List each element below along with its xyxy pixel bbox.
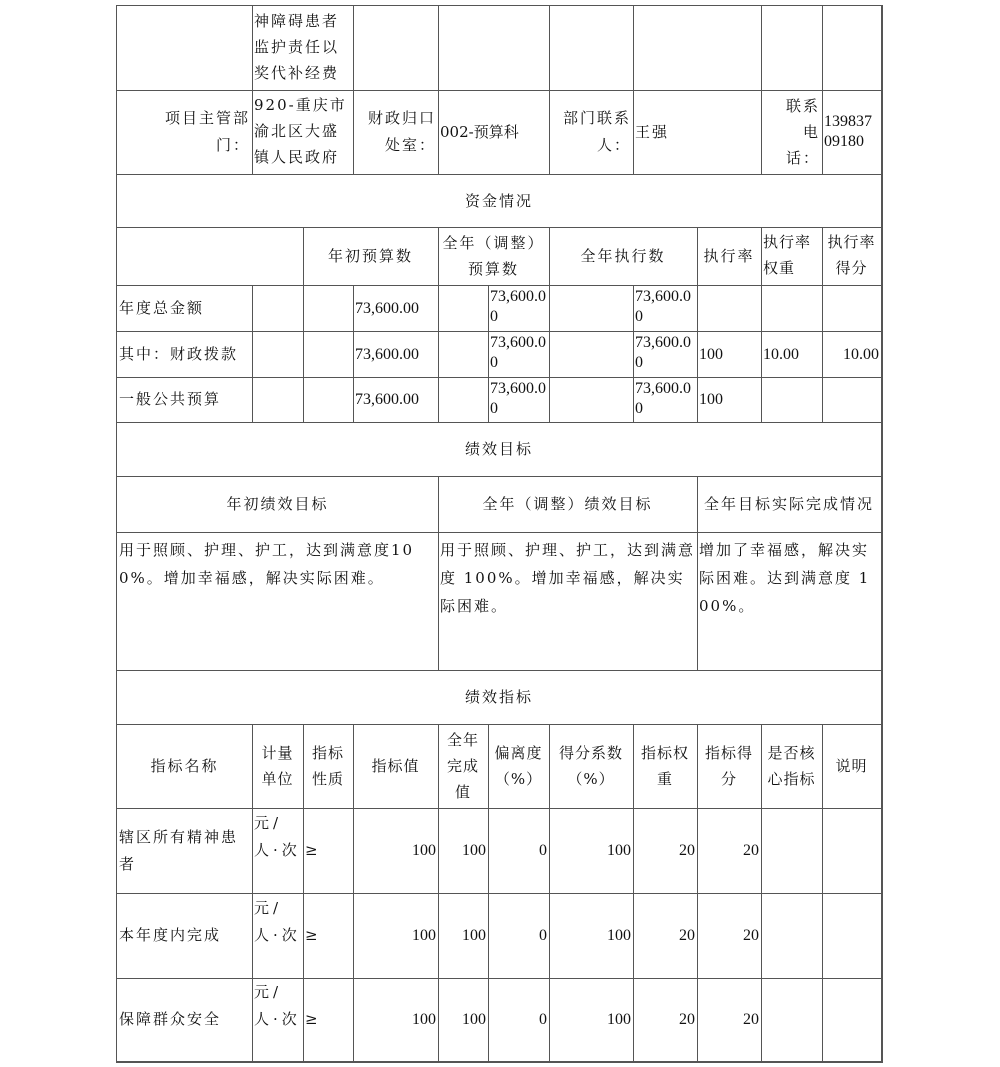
indicator-weight: 20 xyxy=(633,808,698,894)
goals-header-actual: 全年目标实际完成情况 xyxy=(697,476,882,533)
indicator-header-unit: 计量单位 xyxy=(252,724,304,809)
indicator-note xyxy=(822,977,882,1062)
indicator-core xyxy=(761,977,823,1062)
indicator-header-name: 指标名称 xyxy=(117,724,253,809)
indicator-score: 20 xyxy=(697,808,762,894)
contact-label-text: 部门联系人： xyxy=(562,109,631,154)
indicator-nature: ≥ xyxy=(303,893,354,979)
funds-row-adjusted: 73,600.00 xyxy=(488,331,550,378)
indicator-nature: ≥ xyxy=(303,977,354,1062)
funds-row-executed: 73,600.00 xyxy=(633,377,698,423)
funds-row-label: 年度总金额 xyxy=(117,285,253,332)
cell-empty xyxy=(549,285,634,332)
funds-row-rate: 100 xyxy=(697,331,762,378)
funds-header-rate: 执行率 xyxy=(697,227,762,286)
cell-empty xyxy=(549,6,634,91)
indicator-header-deviation: 偏离度（%） xyxy=(488,724,550,809)
funds-row-weight: 10.00 xyxy=(761,331,823,378)
indicator-coef: 100 xyxy=(549,977,634,1062)
cell-empty xyxy=(549,331,634,378)
cell-empty xyxy=(438,285,489,332)
indicator-unit: 元/人·次 xyxy=(252,808,304,894)
indicator-target: 100 xyxy=(353,893,439,979)
indicator-name: 保障群众安全 xyxy=(117,977,253,1062)
indicator-core xyxy=(761,808,823,894)
indicator-header-nature: 指标性质 xyxy=(303,724,354,809)
funds-row-score xyxy=(822,285,882,332)
indicator-header-core: 是否核心指标 xyxy=(761,724,823,809)
dept-label-text: 项目主管部门： xyxy=(164,109,250,154)
indicator-nature: ≥ xyxy=(303,808,354,894)
cell-empty xyxy=(303,377,354,423)
cell-empty xyxy=(761,6,823,91)
indicator-header-actual: 全年完成值 xyxy=(438,724,489,809)
indicator-header-target: 指标值 xyxy=(353,724,439,809)
cell-empty xyxy=(549,377,634,423)
indicator-note xyxy=(822,893,882,979)
indicator-deviation: 0 xyxy=(488,808,550,894)
goals-header-adjusted: 全年（调整）绩效目标 xyxy=(438,476,698,533)
phone-label-text: 联系电话： xyxy=(785,97,820,167)
funds-row-initial: 73,600.00 xyxy=(353,285,439,332)
dept-value: 920-重庆市渝北区大盛镇人民政府 xyxy=(252,90,354,175)
phone-value: 13983709180 xyxy=(822,90,882,175)
cell-empty xyxy=(252,285,304,332)
cell-empty xyxy=(438,331,489,378)
funds-header-score: 执行率得分 xyxy=(822,227,882,286)
funds-row-label: 一般公共预算 xyxy=(117,377,253,423)
goals-initial-text: 用于照顾、护理、护工，达到满意度100%。增加幸福感，解决实际困难。 xyxy=(117,532,439,671)
indicator-deviation: 0 xyxy=(488,893,550,979)
cell-empty xyxy=(252,331,304,378)
goals-adjusted-text: 用于照顾、护理、护工，达到满意度 100%。增加幸福感，解决实际困难。 xyxy=(438,532,698,671)
funds-row-initial: 73,600.00 xyxy=(353,377,439,423)
funds-header-weight: 执行率权重 xyxy=(761,227,823,286)
cell-empty xyxy=(633,6,762,91)
indicator-name: 辖区所有精神患者 xyxy=(117,808,253,894)
funds-row-executed: 73,600.00 xyxy=(633,331,698,378)
finance-label xyxy=(353,90,439,175)
cell-empty xyxy=(822,6,882,91)
phone-label xyxy=(761,90,823,175)
indicator-weight: 20 xyxy=(633,977,698,1062)
funds-row-executed: 73,600.00 xyxy=(633,285,698,332)
funds-row-label: 其中：财政拨款 xyxy=(117,331,253,378)
funds-row-adjusted: 73,600.00 xyxy=(488,377,550,423)
indicator-coef: 100 xyxy=(549,808,634,894)
cell-empty xyxy=(303,285,354,332)
indicator-note xyxy=(822,808,882,894)
indicator-score: 20 xyxy=(697,977,762,1062)
dept-label xyxy=(117,90,253,175)
cell-empty xyxy=(438,6,550,91)
cell-empty xyxy=(117,6,253,91)
funds-section-title: 资金情况 xyxy=(117,175,882,228)
funds-row-score xyxy=(822,377,882,423)
finance-value: 002-预算科 xyxy=(438,90,550,175)
funds-header-empty xyxy=(117,227,304,286)
funds-header-adjusted: 全年（调整）预算数 xyxy=(438,227,550,286)
cell-empty xyxy=(252,377,304,423)
indicator-core xyxy=(761,893,823,979)
finance-label-text: 财政归口处室： xyxy=(367,109,436,154)
goals-section-title: 绩效目标 xyxy=(117,422,882,477)
indicator-target: 100 xyxy=(353,808,439,894)
cell-empty xyxy=(353,6,439,91)
project-name-cell: 神障碍患者监护责任以奖代补经费 xyxy=(252,6,354,91)
funds-row-initial: 73,600.00 xyxy=(353,331,439,378)
indicator-unit: 元/人·次 xyxy=(252,893,304,979)
indicator-deviation: 0 xyxy=(488,977,550,1062)
contact-label xyxy=(549,90,634,175)
funds-row-rate: 100 xyxy=(697,377,762,423)
funds-row-weight xyxy=(761,377,823,423)
indicator-target: 100 xyxy=(353,977,439,1062)
indicator-header-score: 指标得分 xyxy=(697,724,762,809)
goals-actual-text: 增加了幸福感，解决实际困难。达到满意度 100%。 xyxy=(697,532,882,671)
indicator-actual: 100 xyxy=(438,808,489,894)
indicator-coef: 100 xyxy=(549,893,634,979)
funds-header-initial: 年初预算数 xyxy=(303,227,439,286)
indicator-actual: 100 xyxy=(438,977,489,1062)
indicator-score: 20 xyxy=(697,893,762,979)
indicator-header-weight: 指标权重 xyxy=(633,724,698,809)
goals-header-initial: 年初绩效目标 xyxy=(117,476,439,533)
indicator-header-note: 说明 xyxy=(822,724,882,809)
cell-empty xyxy=(438,377,489,423)
cell-empty xyxy=(303,331,354,378)
indicator-actual: 100 xyxy=(438,893,489,979)
indicator-weight: 20 xyxy=(633,893,698,979)
funds-row-rate xyxy=(697,285,762,332)
funds-header-executed: 全年执行数 xyxy=(549,227,698,286)
funds-row-weight xyxy=(761,285,823,332)
indicators-section-title: 绩效指标 xyxy=(117,670,882,725)
indicator-name: 本年度内完成 xyxy=(117,893,253,979)
funds-row-score: 10.00 xyxy=(822,331,882,378)
contact-value: 王强 xyxy=(633,90,762,175)
indicator-header-coef: 得分系数（%） xyxy=(549,724,634,809)
funds-row-adjusted: 73,600.00 xyxy=(488,285,550,332)
indicator-unit: 元/人·次 xyxy=(252,977,304,1062)
